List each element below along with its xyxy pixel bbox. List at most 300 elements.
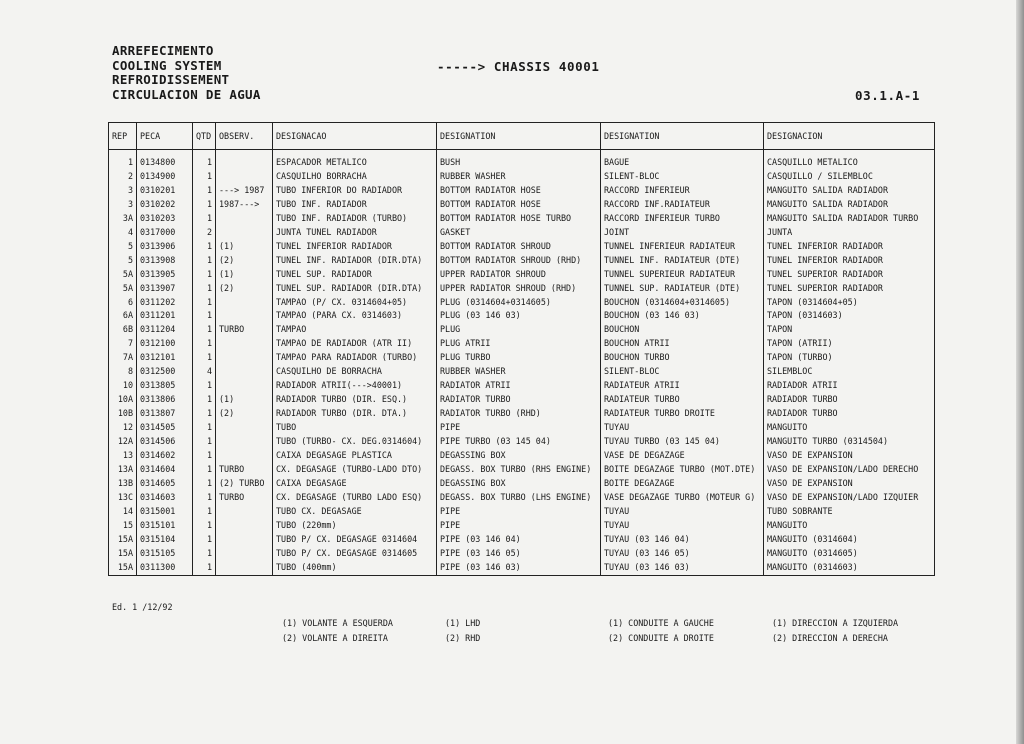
cell-rep: 13C [109, 491, 137, 505]
cell-observ [216, 170, 273, 184]
cell-observ [216, 533, 273, 547]
cell-qtd: 1 [193, 296, 216, 310]
note-line: (2) VOLANTE A DIREITA [282, 633, 388, 643]
cell-rep: 12A [109, 435, 137, 449]
cell-designacion: MANGUITO (0314603) [764, 561, 935, 575]
cell-designation-fr: TUYAU TURBO (03 145 04) [601, 435, 764, 449]
cell-peca: 0314605 [137, 477, 193, 491]
cell-designation-en: PIPE [437, 519, 601, 533]
cell-designation-fr: BOUCHON (0314604+0314605) [601, 296, 764, 310]
note-line: (2) CONDUITE A DROITE [608, 633, 714, 643]
table-row [109, 463, 935, 477]
title-line-pt: ARREFECIMENTO [112, 43, 214, 58]
table-row [109, 477, 935, 491]
cell-designation-fr: TUYAU [601, 519, 764, 533]
header-rep: REP [109, 123, 137, 150]
cell-observ [216, 379, 273, 393]
table-row [109, 170, 935, 184]
cell-designacion: MANGUITO TURBO (0314504) [764, 435, 935, 449]
cell-designacao: CX. DEGASAGE (TURBO LADO ESQ) [273, 491, 437, 505]
cell-designation-en: RADIATOR ATRII [437, 379, 601, 393]
cell-observ [216, 505, 273, 519]
cell-designation-fr: TUYAU [601, 505, 764, 519]
cell-observ: (1) [216, 268, 273, 282]
cell-observ [216, 337, 273, 351]
cell-observ [216, 212, 273, 226]
footnotes-es [772, 616, 898, 646]
cell-rep: 3 [109, 198, 137, 212]
cell-designacion: RADIADOR ATRII [764, 379, 935, 393]
table-row [109, 323, 935, 337]
cell-designacao: TUBO (220mm) [273, 519, 437, 533]
cell-designacion: TAPON (0314604+05) [764, 296, 935, 310]
cell-designation-fr: BOUCHON TURBO [601, 351, 764, 365]
cell-peca: 0310201 [137, 184, 193, 198]
table-row [109, 337, 935, 351]
cell-rep: 10 [109, 379, 137, 393]
cell-qtd: 4 [193, 365, 216, 379]
cell-designation-en: UPPER RADIATOR SHROUD (RHD) [437, 282, 601, 296]
cell-qtd: 1 [193, 379, 216, 393]
cell-designation-en: PIPE (03 146 03) [437, 561, 601, 575]
table-body [109, 150, 935, 576]
cell-observ: (2) [216, 254, 273, 268]
cell-designation-fr: TUNNEL SUPERIEUR RADIATEUR [601, 268, 764, 282]
cell-designacao: ESPACADOR METALICO [273, 156, 437, 170]
cell-designacion: TUNEL SUPERIOR RADIADOR [764, 268, 935, 282]
cell-observ [216, 449, 273, 463]
cell-peca: 0312101 [137, 351, 193, 365]
cell-rep: 12 [109, 421, 137, 435]
cell-observ: 1987---> [216, 198, 273, 212]
note-line: (1) DIRECCION A IZQUIERDA [772, 618, 899, 628]
cell-designation-en: PIPE TURBO (03 145 04) [437, 435, 601, 449]
cell-peca: 0312500 [137, 365, 193, 379]
cell-qtd: 1 [193, 212, 216, 226]
cell-rep: 13A [109, 463, 137, 477]
cell-observ [216, 519, 273, 533]
cell-observ: TURBO [216, 463, 273, 477]
cell-designacion: MANGUITO SALIDA RADIADOR [764, 184, 935, 198]
cell-qtd: 1 [193, 505, 216, 519]
cell-peca: 0310202 [137, 198, 193, 212]
cell-designation-en: PLUG (0314604+0314605) [437, 296, 601, 310]
cell-rep: 1 [109, 156, 137, 170]
cell-designacao: RADIADOR TURBO (DIR. DTA.) [273, 407, 437, 421]
cell-designation-en: RUBBER WASHER [437, 365, 601, 379]
cell-designacao: RADIADOR ATRII(--->40001) [273, 379, 437, 393]
cell-designation-en: PLUG TURBO [437, 351, 601, 365]
cell-rep: 15A [109, 547, 137, 561]
cell-designation-fr: BOUCHON [601, 323, 764, 337]
cell-qtd: 1 [193, 337, 216, 351]
title-line-en: COOLING SYSTEM [112, 57, 222, 73]
cell-qtd: 1 [193, 240, 216, 254]
cell-designation-fr: RACCORD INFERIEUR TURBO [601, 212, 764, 226]
parts-table [108, 122, 935, 576]
cell-peca: 0314602 [137, 449, 193, 463]
parts-table-container [108, 122, 934, 590]
cell-designation-fr: BOITE DEGAZAGE [601, 477, 764, 491]
cell-designacao: TUBO (TURBO- CX. DEG.0314604) [273, 435, 437, 449]
cell-designation-en: RADIATOR TURBO [437, 393, 601, 407]
cell-observ: TURBO [216, 491, 273, 505]
cell-designacion: TUBO SOBRANTE [764, 505, 935, 519]
cell-rep: 14 [109, 505, 137, 519]
cell-designation-en: DEGASS. BOX TURBO (RHS ENGINE) [437, 463, 601, 477]
cell-designacion: VASO DE EXPANSION/LADO DERECHO [764, 463, 935, 477]
cell-qtd: 1 [193, 477, 216, 491]
cell-designacion: TAPON (ATRII) [764, 337, 935, 351]
cell-peca: 0313805 [137, 379, 193, 393]
cell-designation-fr: BOITE DEGAZAGE TURBO (MOT.DTE) [601, 463, 764, 477]
cell-designacion: TAPON (TURBO) [764, 351, 935, 365]
cell-observ [216, 561, 273, 575]
cell-designacao: TUNEL INFERIOR RADIADOR [273, 240, 437, 254]
cell-peca: 0315101 [137, 519, 193, 533]
cell-peca: 0314506 [137, 435, 193, 449]
cell-designacao: CAIXA DEGASAGE PLASTICA [273, 449, 437, 463]
cell-observ: TURBO [216, 323, 273, 337]
cell-designacion: MANGUITO [764, 519, 935, 533]
cell-designacion: JUNTA [764, 226, 935, 240]
table-row [109, 435, 935, 449]
note-line: (1) LHD [445, 618, 481, 628]
cell-designation-en: DEGASSING BOX [437, 449, 601, 463]
cell-observ [216, 351, 273, 365]
cell-designation-fr: VASE DEGAZAGE TURBO (MOTEUR G) [601, 491, 764, 505]
cell-observ: (2) [216, 282, 273, 296]
cell-qtd: 1 [193, 156, 216, 170]
note-line: (2) RHD [445, 633, 481, 643]
cell-qtd: 1 [193, 393, 216, 407]
cell-designation-fr: BAGUE [601, 156, 764, 170]
table-row [109, 226, 935, 240]
cell-designation-fr: BOUCHON ATRII [601, 337, 764, 351]
edition-date: Ed. 1 /12/92 [112, 602, 173, 612]
cell-designacao: CX. DEGASAGE (TURBO-LADO DTO) [273, 463, 437, 477]
cell-rep: 5 [109, 240, 137, 254]
cell-designacion: RADIADOR TURBO [764, 407, 935, 421]
title-line-fr: REFROIDISSEMENT [112, 72, 230, 87]
cell-designation-fr: TUYAU (03 146 03) [601, 561, 764, 575]
cell-observ: (1) [216, 393, 273, 407]
cell-designacion: TAPON [764, 323, 935, 337]
title-line-es: CIRCULACION DE AGUA [112, 86, 261, 102]
cell-qtd: 1 [193, 435, 216, 449]
cell-peca: 0314604 [137, 463, 193, 477]
cell-peca: 0313905 [137, 268, 193, 282]
cell-qtd: 1 [193, 351, 216, 365]
scan-edge-shadow [1016, 0, 1024, 744]
cell-designation-en: UPPER RADIATOR SHROUD [437, 268, 601, 282]
cell-designacao: TUBO INFERIOR DO RADIADOR [273, 184, 437, 198]
cell-designacao: TUNEL SUP. RADIADOR [273, 268, 437, 282]
footnotes-pt [282, 616, 393, 646]
cell-rep: 7A [109, 351, 137, 365]
cell-designation-en: PLUG ATRII [437, 337, 601, 351]
cell-designation-fr: SILENT-BLOC [601, 170, 764, 184]
cell-designacao: TUBO P/ CX. DEGASAGE 0314604 [273, 533, 437, 547]
cell-rep: 10B [109, 407, 137, 421]
cell-qtd: 1 [193, 407, 216, 421]
cell-designation-en: BOTTOM RADIATOR HOSE TURBO [437, 212, 601, 226]
cell-designation-en: DEGASS. BOX TURBO (LHS ENGINE) [437, 491, 601, 505]
cell-peca: 0314603 [137, 491, 193, 505]
table-row [109, 547, 935, 561]
cell-rep: 6B [109, 323, 137, 337]
cell-designation-en: GASKET [437, 226, 601, 240]
cell-designacao: JUNTA TUNEL RADIADOR [273, 226, 437, 240]
table-row [109, 519, 935, 533]
cell-designacion: TUNEL SUPERIOR RADIADOR [764, 282, 935, 296]
cell-designation-en: RUBBER WASHER [437, 170, 601, 184]
cell-designacion: MANGUITO SALIDA RADIADOR [764, 198, 935, 212]
cell-peca: 0313908 [137, 254, 193, 268]
cell-qtd: 1 [193, 519, 216, 533]
cell-qtd: 1 [193, 268, 216, 282]
cell-designacion: TAPON (0314603) [764, 309, 935, 323]
cell-qtd: 1 [193, 282, 216, 296]
cell-rep: 5A [109, 268, 137, 282]
cell-observ [216, 547, 273, 561]
cell-designation-en: PIPE [437, 505, 601, 519]
table-row [109, 351, 935, 365]
cell-designacao: TAMPAO PARA RADIADOR (TURBO) [273, 351, 437, 365]
cell-qtd: 1 [193, 561, 216, 575]
cell-designation-en: PIPE [437, 421, 601, 435]
cell-rep: 15 [109, 519, 137, 533]
table-row [109, 282, 935, 296]
cell-qtd: 1 [193, 170, 216, 184]
section-title [112, 44, 261, 102]
cell-observ [216, 365, 273, 379]
cell-designation-en: PIPE (03 146 04) [437, 533, 601, 547]
cell-designacao: TAMPAO (P/ CX. 0314604+05) [273, 296, 437, 310]
cell-designacao: TAMPAO [273, 323, 437, 337]
cell-designation-fr: BOUCHON (03 146 03) [601, 309, 764, 323]
table-row [109, 240, 935, 254]
cell-qtd: 1 [193, 533, 216, 547]
table-row [109, 156, 935, 170]
cell-designation-fr: TUNNEL INFERIEUR RADIATEUR [601, 240, 764, 254]
cell-rep: 6A [109, 309, 137, 323]
cell-designacao: CAIXA DEGASAGE [273, 477, 437, 491]
cell-rep: 10A [109, 393, 137, 407]
cell-rep: 8 [109, 365, 137, 379]
cell-qtd: 1 [193, 198, 216, 212]
cell-designacao: TUBO (400mm) [273, 561, 437, 575]
cell-observ [216, 156, 273, 170]
cell-peca: 0315104 [137, 533, 193, 547]
cell-qtd: 1 [193, 184, 216, 198]
table-row [109, 254, 935, 268]
cell-observ [216, 435, 273, 449]
cell-designation-en: PIPE (03 146 05) [437, 547, 601, 561]
cell-peca: 0310203 [137, 212, 193, 226]
cell-designation-en: BOTTOM RADIATOR SHROUD [437, 240, 601, 254]
cell-peca: 0311300 [137, 561, 193, 575]
cell-peca: 0312100 [137, 337, 193, 351]
cell-designation-en: BUSH [437, 156, 601, 170]
cell-designacion: VASO DE EXPANSION [764, 477, 935, 491]
cell-observ [216, 309, 273, 323]
cell-designation-en: PLUG [437, 323, 601, 337]
cell-rep: 5A [109, 282, 137, 296]
cell-rep: 15A [109, 533, 137, 547]
table-row [109, 309, 935, 323]
cell-designation-en: PLUG (03 146 03) [437, 309, 601, 323]
cell-peca: 0313806 [137, 393, 193, 407]
cell-designation-fr: SILENT-BLOC [601, 365, 764, 379]
cell-designacion: TUNEL INFERIOR RADIADOR [764, 254, 935, 268]
cell-peca: 0313907 [137, 282, 193, 296]
cell-designacao: CASQUILHO DE BORRACHA [273, 365, 437, 379]
page-code: 03.1.A-1 [855, 88, 921, 103]
header-qtd: QTD [193, 123, 216, 150]
table-row [109, 296, 935, 310]
table-row [109, 393, 935, 407]
cell-peca: 0311202 [137, 296, 193, 310]
table-row [109, 379, 935, 393]
cell-designation-fr: VASE DE DEGAZAGE [601, 449, 764, 463]
cell-designacao: CASQUILHO BORRACHA [273, 170, 437, 184]
cell-designation-fr: TUNNEL INF. RADIATEUR (DTE) [601, 254, 764, 268]
cell-qtd: 1 [193, 309, 216, 323]
cell-peca: 0134900 [137, 170, 193, 184]
footnotes-en [445, 616, 480, 646]
table-row [109, 449, 935, 463]
cell-designacion: VASO DE EXPANSION [764, 449, 935, 463]
cell-rep: 7 [109, 337, 137, 351]
cell-observ: (2) [216, 407, 273, 421]
cell-rep: 5 [109, 254, 137, 268]
cell-qtd: 1 [193, 323, 216, 337]
cell-designacion: MANGUITO [764, 421, 935, 435]
cell-designation-fr: RADIATEUR ATRII [601, 379, 764, 393]
cell-designation-en: BOTTOM RADIATOR SHROUD (RHD) [437, 254, 601, 268]
table-row [109, 365, 935, 379]
table-row [109, 268, 935, 282]
cell-rep: 4 [109, 226, 137, 240]
note-line: (1) VOLANTE A ESQUERDA [282, 618, 393, 628]
cell-designation-en: BOTTOM RADIATOR HOSE [437, 198, 601, 212]
table-row [109, 407, 935, 421]
cell-designation-en: BOTTOM RADIATOR HOSE [437, 184, 601, 198]
header-observ: OBSERV. [216, 123, 273, 150]
cell-qtd: 1 [193, 421, 216, 435]
note-line: (1) CONDUITE A GAUCHE [608, 618, 714, 628]
cell-qtd: 1 [193, 547, 216, 561]
cell-observ: ---> 1987 [216, 184, 273, 198]
cell-designation-fr: RACCORD INF.RADIATEUR [601, 198, 764, 212]
cell-designation-fr: TUYAU (03 146 04) [601, 533, 764, 547]
cell-peca: 0311201 [137, 309, 193, 323]
table-row [109, 212, 935, 226]
table-row [109, 505, 935, 519]
cell-rep: 2 [109, 170, 137, 184]
cell-peca: 0313807 [137, 407, 193, 421]
cell-observ: (1) [216, 240, 273, 254]
cell-qtd: 1 [193, 254, 216, 268]
cell-qtd: 1 [193, 491, 216, 505]
cell-peca: 0313906 [137, 240, 193, 254]
cell-designacion: CASQUILLO METALICO [764, 156, 935, 170]
cell-designation-en: DEGASSING BOX [437, 477, 601, 491]
cell-peca: 0134800 [137, 156, 193, 170]
table-header-row [109, 123, 935, 150]
cell-qtd: 2 [193, 226, 216, 240]
cell-peca: 0314505 [137, 421, 193, 435]
cell-rep: 15A [109, 561, 137, 575]
cell-observ [216, 421, 273, 435]
table-row [109, 491, 935, 505]
footnotes-fr [608, 616, 714, 646]
header-peca: PECA [137, 123, 193, 150]
chassis-label: -----> CHASSIS 40001 [437, 59, 600, 74]
cell-designacao: TUBO CX. DEGASAGE [273, 505, 437, 519]
cell-designacion: MANGUITO (0314604) [764, 533, 935, 547]
cell-observ [216, 226, 273, 240]
cell-designation-fr: RACCORD INFERIEUR [601, 184, 764, 198]
table-row [109, 184, 935, 198]
header-designation-fr: DESIGNATION [601, 123, 764, 150]
cell-observ [216, 296, 273, 310]
cell-peca: 0315001 [137, 505, 193, 519]
cell-designation-fr: JOINT [601, 226, 764, 240]
cell-designacao: TAMPAO DE RADIADOR (ATR II) [273, 337, 437, 351]
header-designacao: DESIGNACAO [273, 123, 437, 150]
cell-designacion: MANGUITO (0314605) [764, 547, 935, 561]
cell-designation-fr: TUNNEL SUP. RADIATEUR (DTE) [601, 282, 764, 296]
cell-designation-fr: RADIATEUR TURBO [601, 393, 764, 407]
cell-designation-fr: TUYAU [601, 421, 764, 435]
cell-designation-en: RADIATOR TURBO (RHD) [437, 407, 601, 421]
cell-designacao: TUBO INF. RADIADOR (TURBO) [273, 212, 437, 226]
cell-designacao: TAMPAO (PARA CX. 0314603) [273, 309, 437, 323]
cell-rep: 13B [109, 477, 137, 491]
cell-designacion: RADIADOR TURBO [764, 393, 935, 407]
header-designacion: DESIGNACION [764, 123, 935, 150]
table-row [109, 198, 935, 212]
cell-designacion: TUNEL INFERIOR RADIADOR [764, 240, 935, 254]
cell-peca: 0317000 [137, 226, 193, 240]
cell-designation-fr: RADIATEUR TURBO DROITE [601, 407, 764, 421]
cell-peca: 0311204 [137, 323, 193, 337]
cell-designacion: CASQUILLO / SILEMBLOC [764, 170, 935, 184]
cell-rep: 3 [109, 184, 137, 198]
cell-rep: 6 [109, 296, 137, 310]
table-row [109, 421, 935, 435]
cell-rep: 3A [109, 212, 137, 226]
cell-designation-fr: TUYAU (03 146 05) [601, 547, 764, 561]
cell-designacao: RADIADOR TURBO (DIR. ESQ.) [273, 393, 437, 407]
cell-peca: 0315105 [137, 547, 193, 561]
cell-designacion: MANGUITO SALIDA RADIADOR TURBO [764, 212, 935, 226]
cell-designacao: TUBO [273, 421, 437, 435]
cell-designacao: TUNEL SUP. RADIADOR (DIR.DTA) [273, 282, 437, 296]
cell-qtd: 1 [193, 463, 216, 477]
cell-designacao: TUNEL INF. RADIADOR (DIR.DTA) [273, 254, 437, 268]
cell-qtd: 1 [193, 449, 216, 463]
cell-observ: (2) TURBO [216, 477, 273, 491]
note-line: (2) DIRECCION A DERECHA [772, 633, 888, 643]
cell-designacion: VASO DE EXPANSION/LADO IZQUIER [764, 491, 935, 505]
table-row [109, 533, 935, 547]
header-designation-en: DESIGNATION [437, 123, 601, 150]
cell-designacion: SILEMBLOC [764, 365, 935, 379]
cell-designacao: TUBO INF. RADIADOR [273, 198, 437, 212]
